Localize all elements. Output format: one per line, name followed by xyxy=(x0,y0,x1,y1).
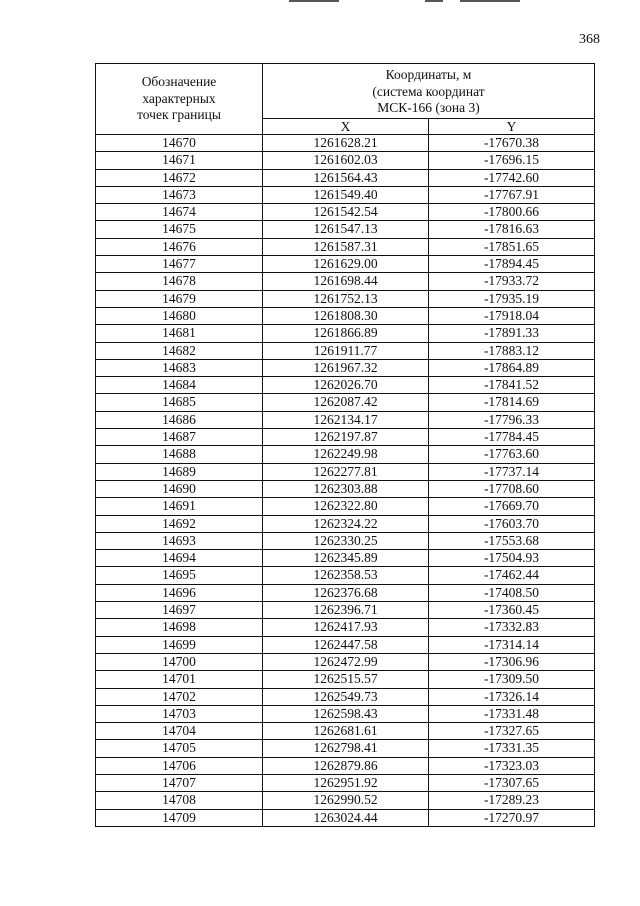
table-row xyxy=(96,792,595,809)
point-cell: 14670 xyxy=(96,135,263,152)
y-cell: -17891.33 xyxy=(429,325,595,342)
table-row xyxy=(96,238,595,255)
y-cell: -17603.70 xyxy=(429,515,595,532)
y-cell: -17800.66 xyxy=(429,204,595,221)
point-cell: 14680 xyxy=(96,307,263,324)
table-row xyxy=(96,325,595,342)
point-cell: 14684 xyxy=(96,377,263,394)
table-row xyxy=(96,550,595,567)
point-cell: 14696 xyxy=(96,584,263,601)
x-cell: 1262303.88 xyxy=(263,480,429,497)
point-cell: 14690 xyxy=(96,480,263,497)
x-cell: 1261602.03 xyxy=(263,152,429,169)
y-cell: -17696.15 xyxy=(429,152,595,169)
header-y: Y xyxy=(429,119,595,135)
header-coords-line: Координаты, м xyxy=(385,67,472,83)
x-cell: 1262324.22 xyxy=(263,515,429,532)
x-cell: 1262396.71 xyxy=(263,602,429,619)
y-cell: -17883.12 xyxy=(429,342,595,359)
page-number: 368 xyxy=(579,32,600,47)
table-row xyxy=(96,135,595,152)
top-rule-right xyxy=(460,0,520,2)
x-cell: 1262249.98 xyxy=(263,446,429,463)
point-cell: 14686 xyxy=(96,411,263,428)
y-cell: -17763.60 xyxy=(429,446,595,463)
table-row xyxy=(96,204,595,221)
x-cell: 1263024.44 xyxy=(263,809,429,826)
point-cell: 14698 xyxy=(96,619,263,636)
x-cell: 1262087.42 xyxy=(263,394,429,411)
header-point-line: точек границы xyxy=(137,107,221,123)
x-cell: 1262472.99 xyxy=(263,653,429,670)
y-cell: -17670.38 xyxy=(429,135,595,152)
x-cell: 1262358.53 xyxy=(263,567,429,584)
table-row xyxy=(96,671,595,688)
point-cell: 14672 xyxy=(96,169,263,186)
point-cell: 14683 xyxy=(96,359,263,376)
x-cell: 1261911.77 xyxy=(263,342,429,359)
top-rule-left xyxy=(289,0,339,2)
x-cell: 1262277.81 xyxy=(263,463,429,480)
table-row xyxy=(96,359,595,376)
x-cell: 1261587.31 xyxy=(263,238,429,255)
point-cell: 14674 xyxy=(96,204,263,221)
coordinates-table xyxy=(95,63,595,827)
table-row xyxy=(96,653,595,670)
header-coordinates xyxy=(263,64,595,119)
point-cell: 14706 xyxy=(96,757,263,774)
point-cell: 14681 xyxy=(96,325,263,342)
table-body xyxy=(96,135,595,827)
x-cell: 1262330.25 xyxy=(263,532,429,549)
table-row xyxy=(96,498,595,515)
table-row xyxy=(96,152,595,169)
x-cell: 1262322.80 xyxy=(263,498,429,515)
table-row xyxy=(96,273,595,290)
table-row xyxy=(96,619,595,636)
table-row xyxy=(96,394,595,411)
table-row xyxy=(96,446,595,463)
x-cell: 1262681.61 xyxy=(263,723,429,740)
y-cell: -17327.65 xyxy=(429,723,595,740)
y-cell: -17841.52 xyxy=(429,377,595,394)
table-row xyxy=(96,429,595,446)
x-cell: 1262515.57 xyxy=(263,671,429,688)
y-cell: -17742.60 xyxy=(429,169,595,186)
point-cell: 14682 xyxy=(96,342,263,359)
x-cell: 1262447.58 xyxy=(263,636,429,653)
x-cell: 1261698.44 xyxy=(263,273,429,290)
y-cell: -17408.50 xyxy=(429,584,595,601)
header-point-line: Обозначение xyxy=(141,74,217,90)
point-cell: 14700 xyxy=(96,653,263,670)
x-cell: 1262345.89 xyxy=(263,550,429,567)
x-cell: 1261866.89 xyxy=(263,325,429,342)
y-cell: -17918.04 xyxy=(429,307,595,324)
point-cell: 14707 xyxy=(96,774,263,791)
table-row xyxy=(96,602,595,619)
x-cell: 1262376.68 xyxy=(263,584,429,601)
y-cell: -17851.65 xyxy=(429,238,595,255)
x-cell: 1261549.40 xyxy=(263,186,429,203)
point-cell: 14709 xyxy=(96,809,263,826)
point-cell: 14671 xyxy=(96,152,263,169)
x-cell: 1262598.43 xyxy=(263,705,429,722)
x-cell: 1262879.86 xyxy=(263,757,429,774)
table-row xyxy=(96,411,595,428)
x-cell: 1261808.30 xyxy=(263,307,429,324)
y-cell: -17326.14 xyxy=(429,688,595,705)
table-row xyxy=(96,342,595,359)
y-cell: -17331.35 xyxy=(429,740,595,757)
y-cell: -17462.44 xyxy=(429,567,595,584)
point-cell: 14688 xyxy=(96,446,263,463)
y-cell: -17504.93 xyxy=(429,550,595,567)
x-cell: 1261752.13 xyxy=(263,290,429,307)
table-row xyxy=(96,567,595,584)
table-row xyxy=(96,480,595,497)
header-coords-line: МСК-166 (зона 3) xyxy=(377,100,480,116)
table-row xyxy=(96,705,595,722)
x-cell: 1262951.92 xyxy=(263,774,429,791)
y-cell: -17307.65 xyxy=(429,774,595,791)
point-cell: 14693 xyxy=(96,532,263,549)
header-point-designation xyxy=(96,64,263,135)
y-cell: -17933.72 xyxy=(429,273,595,290)
point-cell: 14691 xyxy=(96,498,263,515)
table-row xyxy=(96,688,595,705)
y-cell: -17864.89 xyxy=(429,359,595,376)
x-cell: 1262990.52 xyxy=(263,792,429,809)
point-cell: 14679 xyxy=(96,290,263,307)
point-cell: 14673 xyxy=(96,186,263,203)
table-row xyxy=(96,774,595,791)
header-coords-line: (система координат xyxy=(372,83,485,99)
point-cell: 14703 xyxy=(96,705,263,722)
y-cell: -17814.69 xyxy=(429,394,595,411)
point-cell: 14705 xyxy=(96,740,263,757)
y-cell: -17669.70 xyxy=(429,498,595,515)
y-cell: -17360.45 xyxy=(429,602,595,619)
y-cell: -17737.14 xyxy=(429,463,595,480)
table-row xyxy=(96,463,595,480)
table-row xyxy=(96,532,595,549)
x-cell: 1261542.54 xyxy=(263,204,429,221)
point-cell: 14704 xyxy=(96,723,263,740)
top-rule-mid xyxy=(425,0,443,2)
y-cell: -17289.23 xyxy=(429,792,595,809)
y-cell: -17894.45 xyxy=(429,256,595,273)
y-cell: -17784.45 xyxy=(429,429,595,446)
point-cell: 14689 xyxy=(96,463,263,480)
table-row xyxy=(96,757,595,774)
point-cell: 14687 xyxy=(96,429,263,446)
point-cell: 14695 xyxy=(96,567,263,584)
point-cell: 14708 xyxy=(96,792,263,809)
table-row xyxy=(96,584,595,601)
table-row xyxy=(96,723,595,740)
x-cell: 1261547.13 xyxy=(263,221,429,238)
table-row xyxy=(96,290,595,307)
table-row xyxy=(96,636,595,653)
y-cell: -17270.97 xyxy=(429,809,595,826)
point-cell: 14676 xyxy=(96,238,263,255)
point-cell: 14677 xyxy=(96,256,263,273)
x-cell: 1262134.17 xyxy=(263,411,429,428)
y-cell: -17935.19 xyxy=(429,290,595,307)
point-cell: 14694 xyxy=(96,550,263,567)
y-cell: -17306.96 xyxy=(429,653,595,670)
point-cell: 14692 xyxy=(96,515,263,532)
table-row xyxy=(96,221,595,238)
table-row xyxy=(96,809,595,826)
y-cell: -17708.60 xyxy=(429,480,595,497)
x-cell: 1262026.70 xyxy=(263,377,429,394)
table-row xyxy=(96,377,595,394)
x-cell: 1262417.93 xyxy=(263,619,429,636)
y-cell: -17323.03 xyxy=(429,757,595,774)
x-cell: 1262197.87 xyxy=(263,429,429,446)
point-cell: 14685 xyxy=(96,394,263,411)
y-cell: -17332.83 xyxy=(429,619,595,636)
x-cell: 1262549.73 xyxy=(263,688,429,705)
y-cell: -17816.63 xyxy=(429,221,595,238)
table-row xyxy=(96,740,595,757)
x-cell: 1261564.43 xyxy=(263,169,429,186)
point-cell: 14675 xyxy=(96,221,263,238)
x-cell: 1261629.00 xyxy=(263,256,429,273)
point-cell: 14702 xyxy=(96,688,263,705)
table-row xyxy=(96,169,595,186)
table-row xyxy=(96,307,595,324)
y-cell: -17796.33 xyxy=(429,411,595,428)
point-cell: 14701 xyxy=(96,671,263,688)
table-row xyxy=(96,256,595,273)
point-cell: 14699 xyxy=(96,636,263,653)
y-cell: -17309.50 xyxy=(429,671,595,688)
table-row xyxy=(96,515,595,532)
x-cell: 1262798.41 xyxy=(263,740,429,757)
header-x: X xyxy=(263,119,429,135)
y-cell: -17767.91 xyxy=(429,186,595,203)
y-cell: -17553.68 xyxy=(429,532,595,549)
header-point-line: характерных xyxy=(142,90,216,106)
point-cell: 14678 xyxy=(96,273,263,290)
point-cell: 14697 xyxy=(96,602,263,619)
x-cell: 1261967.32 xyxy=(263,359,429,376)
y-cell: -17314.14 xyxy=(429,636,595,653)
table-row xyxy=(96,186,595,203)
y-cell: -17331.48 xyxy=(429,705,595,722)
x-cell: 1261628.21 xyxy=(263,135,429,152)
